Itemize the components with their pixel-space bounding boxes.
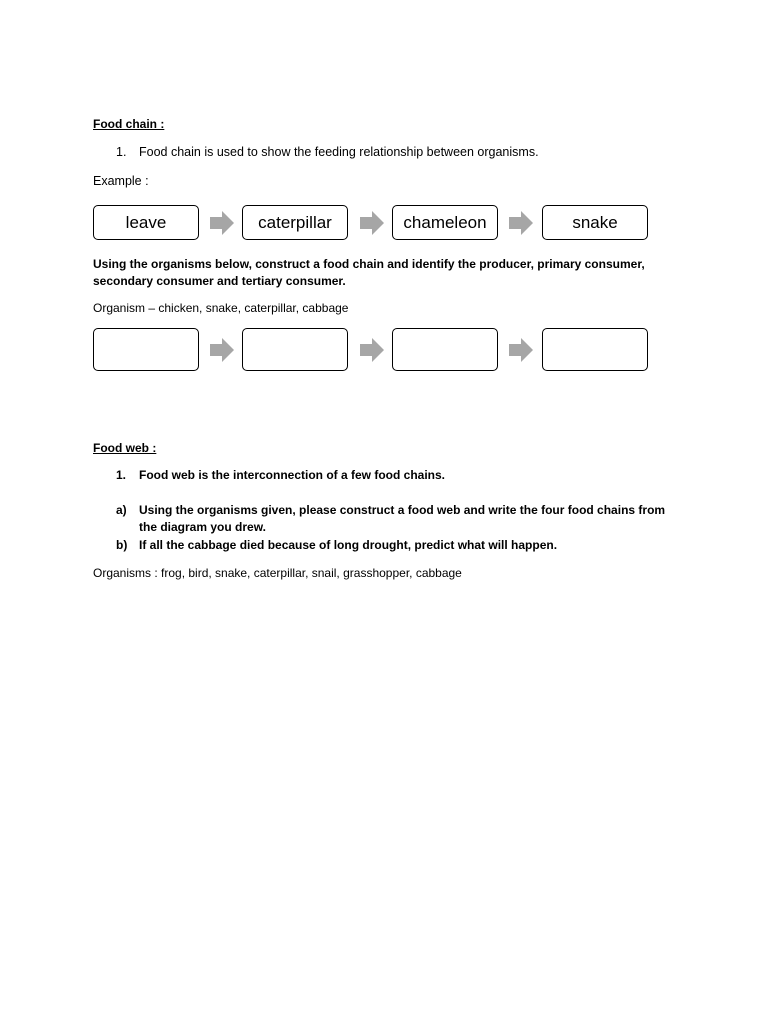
question-b-text: If all the cabbage died because of long drought, predict what will happen. <box>139 538 558 552</box>
question-a-line-2: the diagram you drew. <box>139 520 266 534</box>
chain-box-4: snake <box>542 205 648 240</box>
example-label: Example : <box>93 174 149 188</box>
food-chain-definition: Food chain is used to show the feeding relationship between organisms. <box>139 145 539 159</box>
blank-food-chain <box>93 328 650 365</box>
food-web-organism-list: Organisms : frog, bird, snake, caterpillar, snail, grasshopper, cabbage <box>93 566 462 580</box>
right-arrow-icon <box>210 338 234 362</box>
blank-box-2[interactable] <box>242 328 348 371</box>
question-a-label: a) <box>116 503 127 517</box>
instruction-line-1: Using the organisms below, construct a food chain and identify the producer, primary consumer, <box>93 257 645 271</box>
right-arrow-icon <box>360 211 384 235</box>
food-web-definition: Food web is the interconnection of a few food chains. <box>139 468 446 482</box>
food-web-heading: Food web : <box>93 441 157 455</box>
food-chain-organism-list: Organism – chicken, snake, caterpillar, cabbage <box>93 301 349 315</box>
chain-box-1: leave <box>93 205 199 240</box>
blank-box-1[interactable] <box>93 328 199 371</box>
question-b-label: b) <box>116 538 128 552</box>
food-chain-item-number: 1. <box>116 145 127 159</box>
chain-box-2: caterpillar <box>242 205 348 240</box>
instruction-line-2: secondary consumer and tertiary consumer. <box>93 274 346 288</box>
right-arrow-icon <box>509 211 533 235</box>
right-arrow-icon <box>210 211 234 235</box>
blank-box-4[interactable] <box>542 328 648 371</box>
food-chain-heading: Food chain : <box>93 117 165 131</box>
food-web-item-number: 1. <box>116 468 127 482</box>
right-arrow-icon <box>360 338 384 362</box>
example-food-chain <box>93 205 650 242</box>
question-a-line-1: Using the organisms given, please construct a food web and write the four food chains from <box>139 503 666 517</box>
blank-box-3[interactable] <box>392 328 498 371</box>
right-arrow-icon <box>509 338 533 362</box>
chain-box-3: chameleon <box>392 205 498 240</box>
